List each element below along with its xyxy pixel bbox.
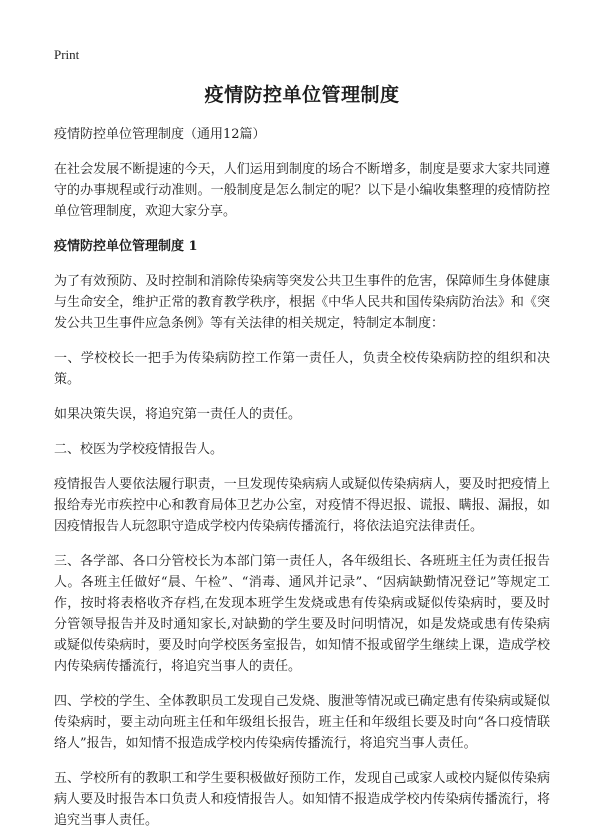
intro-paragraph: 在社会发展不断提速的今天，人们运用到制度的场合不断增多，制度是要求大家共同遵守的办事规程或行动准则。一般制度是怎么制定的呢？以下是小编收集整理的疫情防控单位管理制度，欢迎大家分享。 — [54, 162, 550, 219]
page-title: 疫情防控单位管理制度 — [204, 84, 400, 106]
body-paragraph: 如果决策失误，将追究第一责任人的责任。 — [54, 407, 302, 422]
print-link[interactable]: Print — [54, 47, 80, 62]
document-subtitle: 疫情防控单位管理制度（通用12篇） — [54, 127, 266, 142]
body-paragraph: 二、校医为学校疫情报告人。 — [54, 442, 224, 457]
body-paragraph: 五、学校所有的教职工和学生要积极做好预防工作，发现自己或家人或校内疑似传染病病人要及时报告本口负责人和疫情报告人。如知情不报造成学校内传染病传播流行，将追究当事人责任。 — [54, 771, 550, 828]
section-heading: 疫情防控单位管理制度 1 — [54, 239, 198, 254]
body-paragraph: 疫情报告人要依法履行职责，一旦发现传染病病人或疑似传染病病人，要及时把疫情上报给寿光市疾控中心和教育局体卫艺办公室，对疫情不得迟报、谎报、瞒报、漏报，如因疫情报告人玩忽职守造成学校内传染病传播流行，将依法追究法律责任。 — [54, 477, 550, 534]
body-paragraph: 四、学校的学生、全体教职员工发现自己发烧、腹泄等情况或已确定患有传染病或疑似传染病时，要主动向班主任和年级组长报告，班主任和年级组长要及时向“各口疫情联络人”报告，如知情不报造成学校内传染病传播流行，将追究当事人责任。 — [54, 694, 550, 751]
body-paragraph: 为了有效预防、及时控制和消除传染病等突发公共卫生事件的危害，保障师生身体健康与生命安全，维护正常的教育教学秩序，根据《中华人民共和国传染病防治法》和《突发公共卫生事件应急条例》等有关法律的相关规定，特制定本制度： — [54, 274, 550, 331]
body-paragraph: 三、各学部、各口分管校长为本部门第一责任人，各年级组长、各班班主任为责任报告人。各班主任做好“晨、午检”、“消毒、通风并记录”、“因病缺勤情况登记”等规定工作，按时将表格收齐存档,在发现本班学生发烧或患有传染病或疑似传染病时，要及时分管领导报告并及时通知家长,对缺勤的学生要及时问明情况，如是发烧或患有传染病或疑似传染病时，要及时向学校医务室报告，如知情不报或留学生继续上课，造成学校内传染病传播流行，将追究当事人的责任。 — [54, 554, 550, 674]
body-paragraph: 一、学校校长一把手为传染病防控工作第一责任人，负责全校传染病防控的组织和决策。 — [54, 351, 550, 387]
